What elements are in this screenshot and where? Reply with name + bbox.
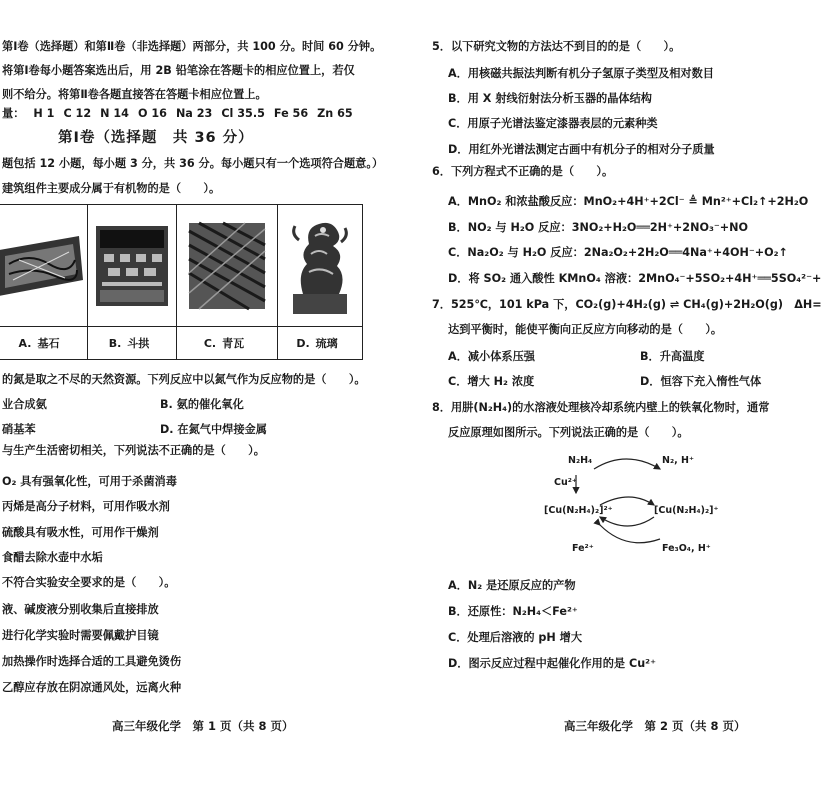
arrow-mid-right-icon <box>600 497 654 505</box>
q4-option-c: 加热操作时选择合适的工具避免烫伤 <box>2 655 182 668</box>
page-1-footer: 高三年级化学 第 1 页（共 8 页） <box>112 719 294 733</box>
diagram-fe3o4: Fe₃O₄, H⁺ <box>662 543 711 554</box>
q3-stem: 与生产生活密切相关，下列说法不正确的是（ ）。 <box>2 444 265 457</box>
q8-stem: 8．用肼(N₂H₄)的水溶液处理核冷却系统内壁上的铁氧化物时，通常 <box>432 401 770 414</box>
q2-option-d: D. 在氮气中焊接金属 <box>160 423 267 436</box>
q1-image-table <box>0 204 363 360</box>
exam-page-1 <box>0 0 388 791</box>
foundation-stone-image <box>0 205 87 326</box>
q3-option-b: 丙烯是高分子材料，可用作吸水剂 <box>2 500 170 513</box>
arrow-bottom-icon <box>600 525 660 543</box>
q6-option-c: C．Na₂O₂ 与 H₂O 反应：2Na₂O₂+2H₂O══4Na⁺+4OH⁻+O₂↑ <box>448 246 788 259</box>
q8-option-c: C．处理后溶液的 pH 增大 <box>448 631 583 644</box>
arrow-top-icon <box>594 459 660 469</box>
q8-option-a: A．N₂ 是还原反应的产物 <box>448 579 576 592</box>
q8-stem-line-2: 反应原理如图所示。下列说法正确的是（ ）。 <box>448 426 689 439</box>
q1-option-c: C. 青瓦 <box>177 327 278 360</box>
q1-option-b: B. 斗拱 <box>88 327 177 360</box>
q7-option-d: D．恒容下充入惰性气体 <box>640 375 762 388</box>
diagram-cu-complex-right: [Cu(N₂H₄)₂]⁺ <box>654 505 719 516</box>
q6-option-a: A．MnO₂ 和浓盐酸反应：MnO₂+4H⁺+2Cl⁻ ≜ Mn²⁺+Cl₂↑+2H₂O <box>448 195 809 208</box>
arrow-mid-left-icon <box>600 517 654 526</box>
q2-stem: 的氮是取之不尽的天然资源。下列反应中以氮气作为反应物的是（ ）。 <box>2 373 366 386</box>
q6-stem: 6．下列方程式不正确的是（ ）。 <box>432 165 614 178</box>
q2-option-a: 业合成氨 <box>2 398 47 411</box>
q3-option-d: 食醋去除水壶中水垢 <box>2 551 103 564</box>
q1-option-d: D. 琉璃 <box>278 327 363 360</box>
q4-stem: 不符合实验安全要求的是（ ）。 <box>2 576 176 589</box>
intro-line-3: 则不给分。将第Ⅱ卷各题直接答在答题卡相应位置上。 <box>2 88 267 101</box>
q5-option-b: B．用 X 射线衍射法分析玉器的晶体结构 <box>448 92 652 105</box>
q7-option-c: C．增大 H₂ 浓度 <box>448 375 535 388</box>
tile-roof-image <box>177 205 277 326</box>
q4-option-d: 乙醇应存放在阴凉通风处，远离火种 <box>2 681 182 694</box>
q5-option-d: D．用红外光谱法测定古画中有机分子的相对分子质量 <box>448 143 715 156</box>
diagram-n2h4: N₂H₄ <box>568 455 593 466</box>
bracket-set-image <box>88 205 176 326</box>
q5-option-a: A．用核磁共振法判断有机分子氢原子类型及相对数目 <box>448 67 714 80</box>
q5-option-c: C．用原子光谱法鉴定漆器表层的元素种类 <box>448 117 658 130</box>
q1-option-a: A. 基石 <box>0 327 88 360</box>
q2-option-c: 硝基苯 <box>2 423 36 436</box>
q7-option-a: A．减小体系压强 <box>448 350 535 363</box>
diagram-cu-complex-left: [Cu(N₂H₄)₂]²⁺ <box>544 505 613 516</box>
glazed-ornament-image <box>278 205 362 326</box>
diagram-fe2: Fe²⁺ <box>572 543 594 554</box>
q2-option-b: B. 氨的催化氧化 <box>160 398 244 411</box>
diagram-cu2: Cu²⁺ <box>554 477 577 488</box>
section-note: 题包括 12 小题，每小题 3 分，共 36 分。每小题只有一个选项符合题意。） <box>2 157 384 170</box>
q8-option-b: B．还原性：N₂H₄＜Fe²⁺ <box>448 605 578 618</box>
q6-option-b: B．NO₂ 与 H₂O 反应：3NO₂+H₂O══2H⁺+2NO₃⁻+NO <box>448 221 749 234</box>
q7-stem-line-2: 达到平衡时，能使平衡向正反应方向移动的是（ ）。 <box>448 323 723 336</box>
q8-option-d: D．图示反应过程中起催化作用的是 Cu²⁺ <box>448 657 656 670</box>
intro-line-2: 将第Ⅰ卷每小题答案选出后，用 2B 铅笔涂在答题卡的相应位置上，若仅 <box>2 64 355 77</box>
q7-option-b: B．升高温度 <box>640 350 705 363</box>
page-2-footer: 高三年级化学 第 2 页（共 8 页） <box>564 719 746 733</box>
q7-stem: 7．525℃，101 kPa 下，CO₂(g)+4H₂(g) ⇌ CH₄(g)+2H₂O(g) ΔH= <box>432 298 822 311</box>
section-title: 第Ⅰ卷（选择题 共 36 分） <box>58 130 254 146</box>
q5-stem: 5．以下研究文物的方法达不到目的的是（ ）。 <box>432 40 681 53</box>
reaction-mechanism-diagram <box>538 447 728 567</box>
q3-option-c: 硫酸具有吸水性，可用作干燥剂 <box>2 526 159 539</box>
diagram-n2-h: N₂, H⁺ <box>662 455 694 466</box>
atomic-masses-label: 量： <box>2 107 25 120</box>
q1-stem: 建筑组件主要成分属于有机物的是（ ）。 <box>2 182 221 195</box>
q4-option-b: 进行化学实验时需要佩戴护目镜 <box>2 629 159 642</box>
intro-line-1: 第Ⅰ卷（选择题）和第Ⅱ卷（非选择题）两部分，共 100 分。时间 60 分钟。 <box>2 40 382 53</box>
exam-page-2 <box>388 0 822 791</box>
q4-option-a: 液、碱废液分别收集后直接排放 <box>2 603 159 616</box>
atomic-masses: 量： H 1 C 12 N 14 O 16 Na 23 Cl 35.5 Fe 56 Zn 65 <box>2 107 353 120</box>
q6-option-d: D．将 SO₂ 通入酸性 KMnO₄ 溶液：2MnO₄⁻+5SO₂+4H⁺══5SO₄²⁻+ <box>448 272 822 285</box>
q3-option-a: O₂ 具有强氧化性，可用于杀菌消毒 <box>2 475 177 488</box>
